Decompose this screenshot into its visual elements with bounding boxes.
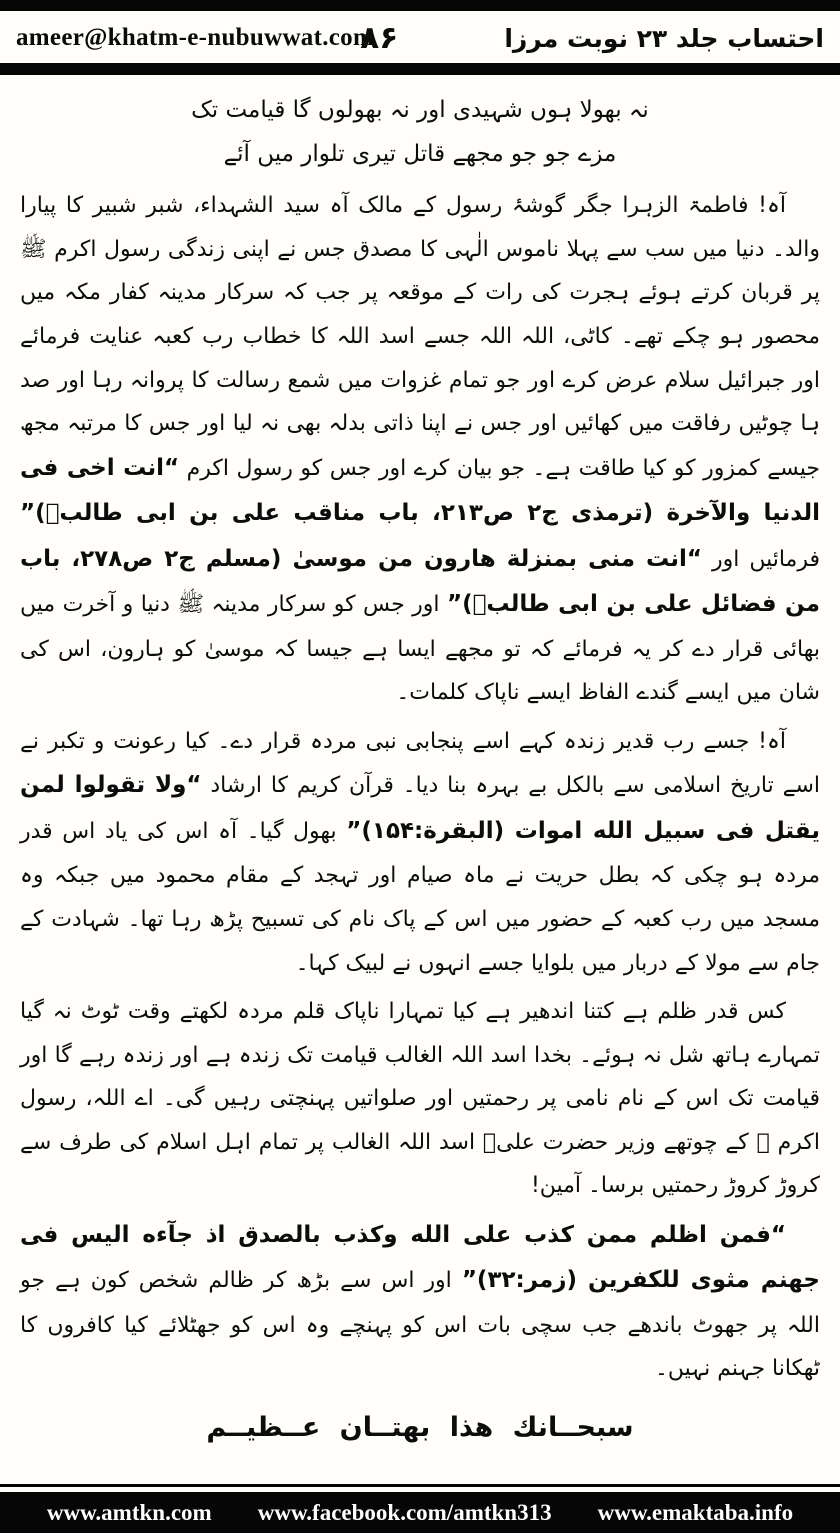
poem xyxy=(20,89,820,176)
arabic-quote: “ولا تقولوا لمن یقتل فی سبیل الله اموات (البقرة:۱۵۴)” xyxy=(20,772,820,844)
urdu-text: بھول گیا۔ آہ اس کی یاد اس قدر مردہ ہو چکی کہ بطل حریت نے ماہ صیام اور تہجد کے مقام محمود میں جبکہ وہ مسجد میں رب کعبہ کے حضور میں اس کے پاک نام کی تسبیح پڑھ رہا تھا۔ شہادت کے جام سے مولا کے دربار میں بلوایا جسے انہوں نے لبیک کہا۔ xyxy=(20,818,820,976)
urdu-text: آہ! فاطمۃ الزہرا جگر گوشۂ رسول کے مالک آہ سید الشہداء، شبر شبیر کا پیارا والد۔ دنیا میں سب سے پہلا ناموس الٰہی کا مصدق جس نے اپنی زندگی رسول اکرم ﷺ پر قربان کرتے ہوئے ہجرت کی رات کے موقعہ پر جب کہ سرکار مدینہ کفار مکہ میں محصور ہو چکے تھے۔ کاٹی، اللہ اللہ جسے اسد اللہ کا خطاب رب کعبہ عنایت فرمائے اور جبرائیل سلام عرض کرے اور جو تمام غزوات میں شمع رسالت کا پروانہ رہا اور صد ہا چوٹیں رفاقت میں کھائیں اور جس نے اپنا ذاتی بدلہ بھی نہ لیا اور جس کا مرتبہ مجھ جیسے کمزور کو کیا طاقت ہے۔ جو بیان کرے اور جس کو رسول اکرم xyxy=(20,193,820,481)
footer-rule xyxy=(0,1484,840,1487)
page-footer xyxy=(0,1484,840,1540)
page-number: ۸۶ xyxy=(360,20,399,56)
urdu-text: فرمائیں اور xyxy=(701,546,820,572)
arabic-quote: “انت منی بمنزلة هارون من موسیٰ (مسلم ج۲ ص۲۷۸، باب من فضائل علی بن ابی طالبؓ)” xyxy=(20,545,820,618)
top-rule xyxy=(0,0,840,11)
footer-link-emaktaba: www.emaktaba.info xyxy=(597,1499,794,1525)
urdu-text: اور اس سے بڑھ کر ظالم شخص کون ہے جو اللہ پر جھوٹ باندھے جب سچی بات اس کو پہنچے وہ اس کو جھٹلائے کیا کافروں کا ٹھکانا جہنم نہیں۔ xyxy=(20,1268,820,1382)
header-email: ameer@khatm-e-nubuwwat.com xyxy=(16,24,375,51)
paragraphs xyxy=(20,184,820,1391)
header-title: احتساب جلد ۲۳ نوبت مرزا xyxy=(504,23,824,53)
page-body xyxy=(0,75,840,1454)
paragraph xyxy=(20,184,820,715)
paragraph xyxy=(20,720,820,985)
urdu-text: کس قدر ظلم ہے کتنا اندھیر ہے کیا تمہارا ناپاک قلم مردہ لکھتے وقت ٹوٹ نہ گیا تمہارے ہاتھ شل نہ ہوئے۔ بخدا اسد اللہ الغالب قیامت تک زندہ ہے اور زندہ رہے گا اور قیامت تک اس کے نام نامی پر رحمتیں اور صلواتیں پہنچتی رہیں گی۔ اے اللہ، رسول اکرم ﷺ کے چوتھے وزیر حضرت علیؓ اسد اللہ الغالب پر تمام اہل اسلام کی طرف سے کروڑ کروڑ رحمتیں برسا۔ آمین! xyxy=(20,999,820,1199)
paragraph xyxy=(20,990,820,1208)
urdu-text: اور جس کو سرکار مدینہ ﷺ دنیا و آخرت میں بھائی قرار دے کر یہ فرمائے کہ تو مجھے ایسا ہے جیسا کہ موسیٰ کو ہارون، اس کی شان میں ایسے گندے الفاظ ایسے ناپاک کلمات۔ xyxy=(20,592,820,706)
urdu-text: آہ! جسے رب قدیر زندہ کہے اسے پنجابی نبی مردہ قرار دے۔ کیا رعونت و تکبر نے اسے تاریخ اسلامی سے بالکل بے بہرہ بنا دیا۔ قرآن کریم کا ارشاد xyxy=(20,728,821,799)
paragraph xyxy=(20,1213,820,1391)
poem-line-1: نہ بھولا ہوں شہیدی اور نہ بھولوں گا قیامت تک xyxy=(191,97,649,123)
footer-link-facebook: www.facebook.com/amtkn313 xyxy=(257,1499,552,1525)
footer-link-amtkn: www.amtkn.com xyxy=(46,1499,212,1525)
closing-line: سبحــانك هذا بهتــان عــظیــم xyxy=(206,1412,634,1444)
header-rule xyxy=(0,63,840,75)
arabic-quote: “انت اخی فی الدنیا والآخرة (ترمذی ج۲ ص۲۱۳، باب مناقب علی بن ابی طالبؓ)” xyxy=(20,454,821,527)
poem-line-2: مزے جو جو مجھے قاتل تیری تلوار میں آئے xyxy=(223,140,617,167)
footer-bar xyxy=(0,1492,840,1533)
arabic-quote: “فمن اظلم ممن کذب علی الله وکذب بالصدق اذ جآءه الیس فی جهنم مثوی للکفرین (زمر:۳۲)” xyxy=(20,1221,820,1294)
page-header xyxy=(0,11,840,63)
